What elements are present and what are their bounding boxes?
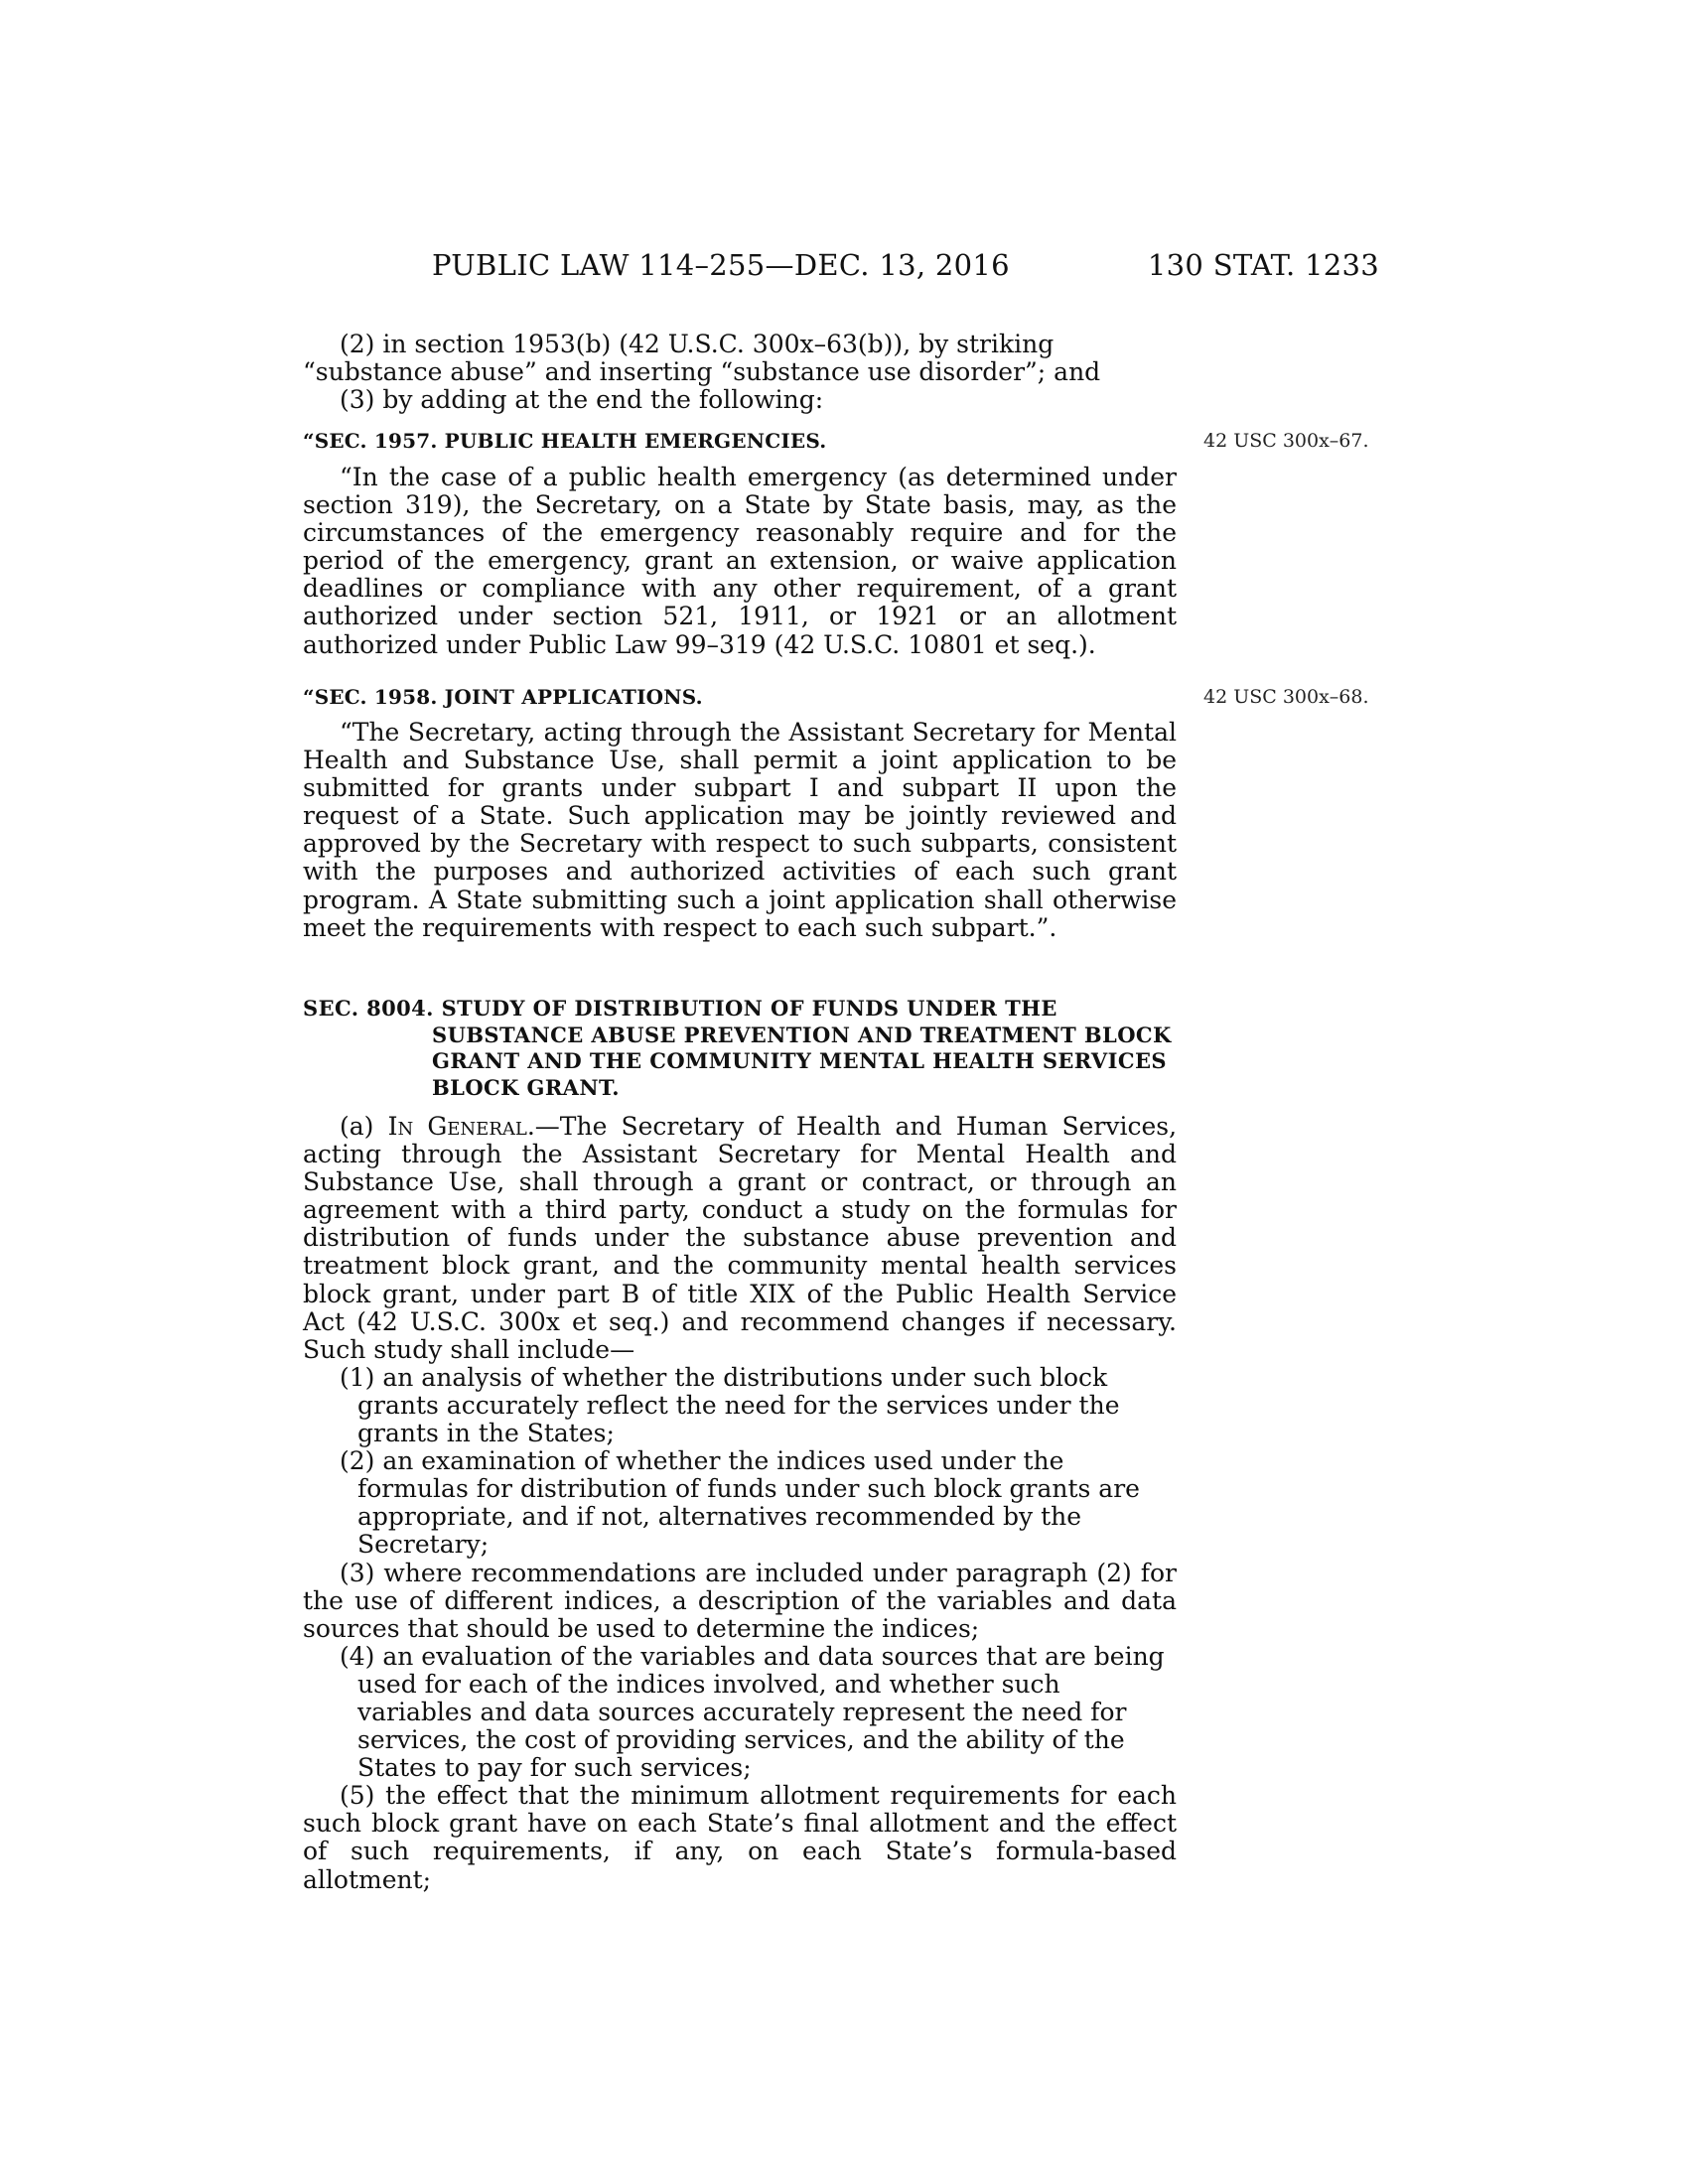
study-item-5: (5) the effect that the minimum allotment requirements for each such block grant have on each State’s final allotment and the effect of such requirements, if any, on each State’s formula-based allotment;	[303, 1781, 1177, 1894]
intro-block	[303, 331, 1177, 414]
section-1957	[303, 429, 1177, 453]
section-1958-heading: “SEC. 1958. JOINT APPLICATIONS.	[303, 685, 703, 709]
section-8004-body	[303, 1113, 1177, 1894]
running-head	[303, 248, 1379, 288]
study-item-3: (3) where recommendations are included under paragraph (2) for the use of different indices, a description of the variables and data sources that should be used to determine the indices;	[303, 1558, 1177, 1643]
study-item-4: (4) an evaluation of the variables and data sources that are being used for each of the indices involved, and whether such variables and data sources accurately represent the need for services, the cost of providing services, and the ability of the States to pay for such services;	[340, 1641, 1165, 1783]
section-1957-heading: “SEC. 1957. PUBLIC HEALTH EMERGENCIES.	[303, 429, 827, 453]
subsection-a-label: (a)	[340, 1112, 388, 1141]
subsection-a-caption: In General	[387, 1112, 527, 1141]
margin-note-1957: 42 USC 300x–67.	[1203, 430, 1369, 452]
intro-item-3: (3) by adding at the end the following:	[340, 385, 824, 415]
section-8004	[303, 996, 1177, 1101]
margin-note-1958: 42 USC 300x–68.	[1203, 686, 1369, 708]
intro-item-2-line-1: (2) in section 1953(b) (42 U.S.C. 300x–63(b)), by striking	[340, 330, 1055, 358]
running-head-title: PUBLIC LAW 114–255—DEC. 13, 2016	[432, 248, 1010, 282]
section-1957-text: “In the case of a public health emergency (as determined under section 319), the Secretary, on a State by State basis, may, as the circumstances of the emergency reasonably require and for the period of the emergency, grant an extension, or waive application deadlines or compliance with any other requirement, of a grant authorized under section 521, 1911, or 1921 or an allotment authorized under Public Law 99–319 (42 U.S.C. 10801 et seq.).	[303, 463, 1177, 659]
section-8004-heading: SEC. 8004. STUDY OF DISTRIBUTION OF FUNDS UNDER THE SUBSTANCE ABUSE PREVENTION AND TREATMENT BLOCK GRANT AND THE COMMUNITY MENTAL HEALTH SERVICES BLOCK GRANT.	[303, 996, 1172, 1100]
study-item-2: (2) an examination of whether the indices used under the formulas for distribution of funds under such block grants are appropriate, and if not, alternatives recommended by the Secretary;	[340, 1446, 1140, 1560]
running-head-page-number: 130 STAT. 1233	[1147, 248, 1379, 282]
section-1958	[303, 685, 1177, 709]
section-1958-body	[303, 719, 1177, 942]
subsection-a-text: .—The Secretary of Health and Human Services, acting through the Assistant Secretary for Mental Health and Substance Use, shall through a grant or contract, or through an agreement with a third party, conduct a study on the formulas for distribution of funds under the substance abuse prevention and treatment block grant, and the community mental health services block grant, under part B of title XIX of the Public Health Service Act (42 U.S.C. 300x et seq.) and recommend changes if necessary. Such study shall include—	[303, 1112, 1178, 1364]
section-8004-subsection-a	[303, 1113, 1177, 1364]
intro-item-2-line-2: “substance abuse” and inserting “substance use disorder”; and	[303, 357, 1101, 387]
study-item-1: (1) an analysis of whether the distributions under such block grants accurately reflect the need for the services under the grants in the States;	[340, 1362, 1120, 1448]
section-1958-text: “The Secretary, acting through the Assistant Secretary for Mental Health and Substance Use, shall permit a joint application to be submitted for grants under subpart I and subpart II upon the request of a State. Such application may be jointly reviewed and approved by the Secretary with respect to such subparts, consistent with the purposes and authorized activities of each such grant program. A State submitting such a joint application shall otherwise meet the requirements with respect to each such subpart.”.	[303, 718, 1177, 942]
section-1957-body	[303, 464, 1177, 659]
